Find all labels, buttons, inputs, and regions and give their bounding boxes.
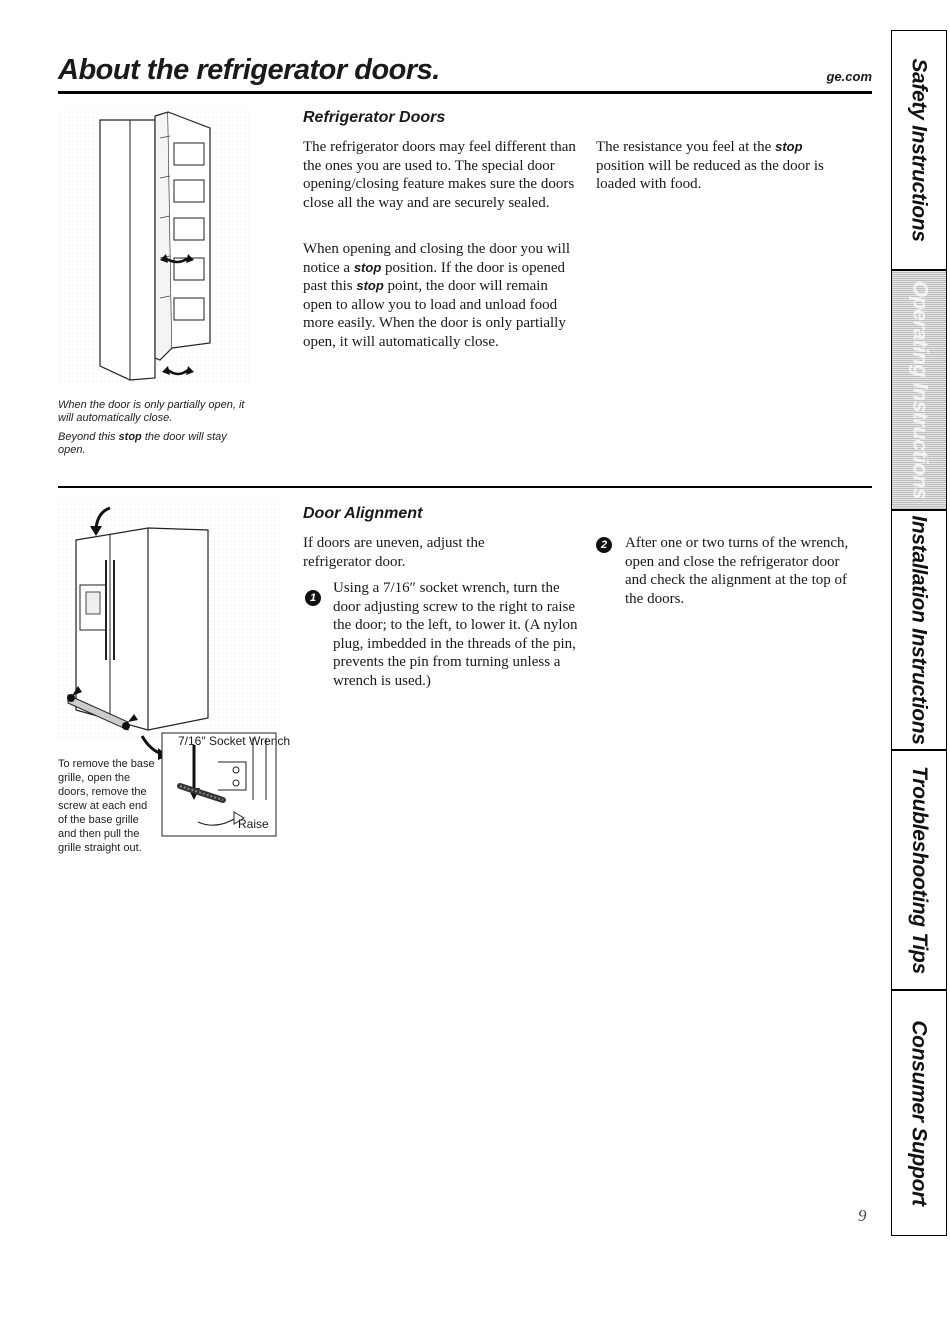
door-stop-caption-part3: the door will stay open.: [58, 431, 227, 456]
para2-part3: position. If the door is opened past this: [303, 259, 565, 294]
door-close-caption: When the door is only partially open, it will automatically close.: [58, 399, 245, 424]
step-1-marker: 1: [305, 590, 321, 606]
para2-part5: point, the door will remain open to allow you to load and unload food more easily. When the door is only partially open, it will automatically close.: [303, 278, 566, 350]
grille-removal-caption: To remove the base grille, open the doors, remove the screw at each end of the base grille and then pull the grille straight out.: [58, 758, 155, 854]
door-stop-caption-part1: Beyond this: [58, 431, 119, 443]
side-tab-navigation: [891, 30, 949, 1236]
tab-troubleshooting-tips[interactable]: [891, 750, 947, 990]
page-number: 9: [858, 1206, 867, 1225]
wrench-label: 7/16″ Socket Wrench: [178, 734, 291, 748]
door-stop-caption-stop: stop: [118, 431, 142, 443]
tab-safety-instructions[interactable]: [891, 30, 947, 270]
para2-stop-2: stop: [356, 278, 384, 293]
step-2-text: After one or two turns of the wrench, open and close the refrigerator door and check the alignment at the top of the doors.: [625, 535, 849, 607]
tab-troubleshooting-tips-label: Troubleshooting Tips: [908, 766, 932, 974]
refrigerator-doors-paragraph-2: [303, 240, 578, 351]
para3-part3: position will be reduced as the door is loaded with food.: [596, 157, 824, 192]
tab-installation-instructions-label: Installation Instructions: [908, 515, 932, 745]
tab-operating-instructions[interactable]: [891, 270, 947, 510]
tab-safety-instructions-label: Safety Instructions: [908, 58, 931, 242]
para3-part1: The resistance you feel at the: [596, 139, 776, 155]
door-stop-caption: [58, 431, 233, 456]
refrigerator-door-illustration: [60, 108, 250, 388]
site-url[interactable]: ge.com: [826, 69, 872, 84]
door-alignment-heading: Door Alignment: [303, 505, 423, 522]
tab-consumer-support[interactable]: [891, 990, 947, 1236]
refrigerator-doors-heading: Refrigerator Doors: [303, 109, 446, 126]
raise-label: Raise: [238, 817, 269, 831]
refrigerator-doors-paragraph-3: [596, 138, 846, 194]
para3-stop: stop: [775, 139, 803, 154]
para2-stop-1: stop: [353, 259, 382, 275]
tab-consumer-support-label: Consumer Support: [908, 1020, 931, 1206]
step-2-marker: 2: [596, 537, 612, 553]
section-divider: [58, 486, 872, 488]
title-rule: [58, 91, 872, 94]
page-title: About the refrigerator doors.: [58, 54, 440, 86]
tab-installation-instructions[interactable]: [891, 510, 947, 750]
door-alignment-intro: If doors are uneven, adjust the refrigerator door.: [303, 535, 485, 570]
step-1-text: Using a 7/16″ socket wrench, turn the door adjusting screw to the right to raise the door; to the left, to lower it. (A nylon plug, imbedded in the threads of the pin, prevents the pin from turning unless a wrench is used.): [333, 580, 578, 689]
refrigerator-doors-paragraph-1: The refrigerator doors may feel different than the ones you are used to. The special door opening/closing feature makes sure the doors close all the way and are securely sealed.: [303, 139, 576, 211]
tab-operating-instructions-label: Operating Instructions: [908, 280, 931, 500]
para2-part1: When opening and closing the door you will notice a: [303, 241, 571, 276]
